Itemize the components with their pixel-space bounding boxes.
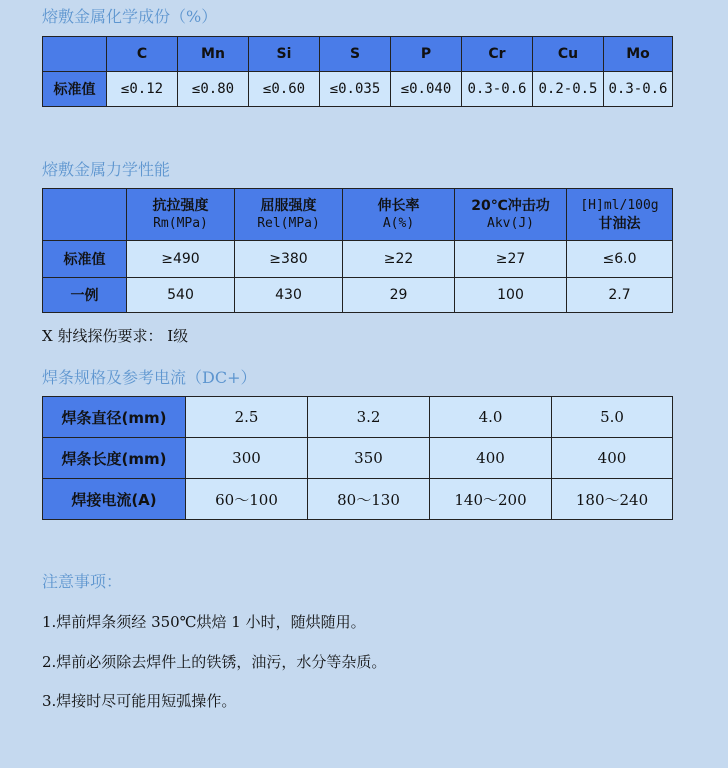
mech-example-hydrogen: 2.7 [567,278,673,313]
note-item-1: 1.焊前焊条须经 350℃烘焙 1 小时，随烘随用。 [42,613,366,631]
spec-table [42,396,673,520]
chem-value-mo: 0.3-0.6 [604,72,673,107]
mech-header-blank [43,189,127,241]
chem-value-cr: 0.3-0.6 [462,72,533,107]
spec-length-value: 400 [552,438,673,479]
mech-header-row [43,189,673,241]
chem-header-s: S [320,37,391,72]
mech-example-impact: 100 [455,278,567,313]
mech-standard-tensile: ≥490 [127,241,235,278]
chem-value-p: ≤0.040 [391,72,462,107]
note-item-3: 3.焊接时尽可能用短弧操作。 [42,692,237,710]
mech-header-tensile [127,189,235,241]
mech-header-yield-unit: Rel(MPa) [257,215,320,231]
chem-header-si: Si [249,37,320,72]
chem-value-s: ≤0.035 [320,72,391,107]
chem-header-mo: Mo [604,37,673,72]
spec-diameter-value: 4.0 [430,397,552,438]
mech-header-elongation [343,189,455,241]
mech-row-label-example: 一例 [43,278,127,313]
spec-length-label: 焊条长度(mm) [43,438,186,479]
chem-header-blank [43,37,107,72]
mech-example-yield: 430 [235,278,343,313]
mech-standard-impact: ≥27 [455,241,567,278]
chem-header-row [43,37,673,72]
spec-title: 焊条规格及参考电流（DC+） [42,368,257,387]
mech-header-yield-top: 屈服强度 [260,197,317,214]
mech-example-elongation: 29 [343,278,455,313]
mech-standard-yield: ≥380 [235,241,343,278]
chem-title: 熔敷金属化学成份（%） [42,7,218,26]
chem-value-c: ≤0.12 [107,72,178,107]
mech-header-elongation-unit: A(%) [382,215,415,231]
mech-header-yield [235,189,343,241]
spec-current-label: 焊接电流(A) [43,479,186,520]
notes-title: 注意事项： [42,572,123,591]
spec-diameter-value: 5.0 [552,397,673,438]
mech-header-tensile-top: 抗拉强度 [152,197,209,214]
spec-diameter-value: 2.5 [186,397,308,438]
spec-current-value: 80～130 [308,479,430,520]
spec-current-value: 140～200 [430,479,552,520]
spec-diameter-row [43,397,673,438]
spec-length-value: 300 [186,438,308,479]
spec-current-value: 180～240 [552,479,673,520]
spec-current-value: 60～100 [186,479,308,520]
spec-length-row [43,438,673,479]
mech-row-label-standard: 标准值 [43,241,127,278]
chem-value-cu: 0.2-0.5 [533,72,604,107]
chem-header-p: P [391,37,462,72]
mech-standard-row [43,241,673,278]
chem-header-cr: Cr [462,37,533,72]
chem-row-label: 标准值 [43,72,107,107]
mech-header-hydrogen-method: 甘油法 [598,215,641,232]
spec-length-value: 350 [308,438,430,479]
chem-header-cu: Cu [533,37,604,72]
chem-value-mn: ≤0.80 [178,72,249,107]
chem-value-si: ≤0.60 [249,72,320,107]
mech-header-elongation-top: 伸长率 [377,197,420,214]
mech-example-tensile: 540 [127,278,235,313]
mech-header-impact-unit: Akv(J) [487,215,534,231]
chem-header-c: C [107,37,178,72]
mech-table [42,188,673,313]
mech-standard-hydrogen: ≤6.0 [567,241,673,278]
spec-diameter-value: 3.2 [308,397,430,438]
chem-table [42,36,673,107]
mech-example-row [43,278,673,313]
spec-current-row [43,479,673,520]
mech-header-hydrogen [567,189,673,241]
xray-requirement: X 射线探伤要求： Ⅰ级 [42,327,189,345]
mech-standard-elongation: ≥22 [343,241,455,278]
chem-header-mn: Mn [178,37,249,72]
mech-title: 熔敷金属力学性能 [42,160,171,179]
mech-header-impact [455,189,567,241]
spec-diameter-label: 焊条直径(mm) [43,397,186,438]
mech-header-impact-top: 20℃冲击功 [471,197,550,214]
mech-header-tensile-unit: Rm(MPa) [153,215,208,231]
mech-header-hydrogen-top: [H]ml/100g [580,197,659,213]
note-item-2: 2.焊前必须除去焊件上的铁锈，油污，水分等杂质。 [42,653,387,671]
chem-standard-row [43,72,673,107]
spec-length-value: 400 [430,438,552,479]
